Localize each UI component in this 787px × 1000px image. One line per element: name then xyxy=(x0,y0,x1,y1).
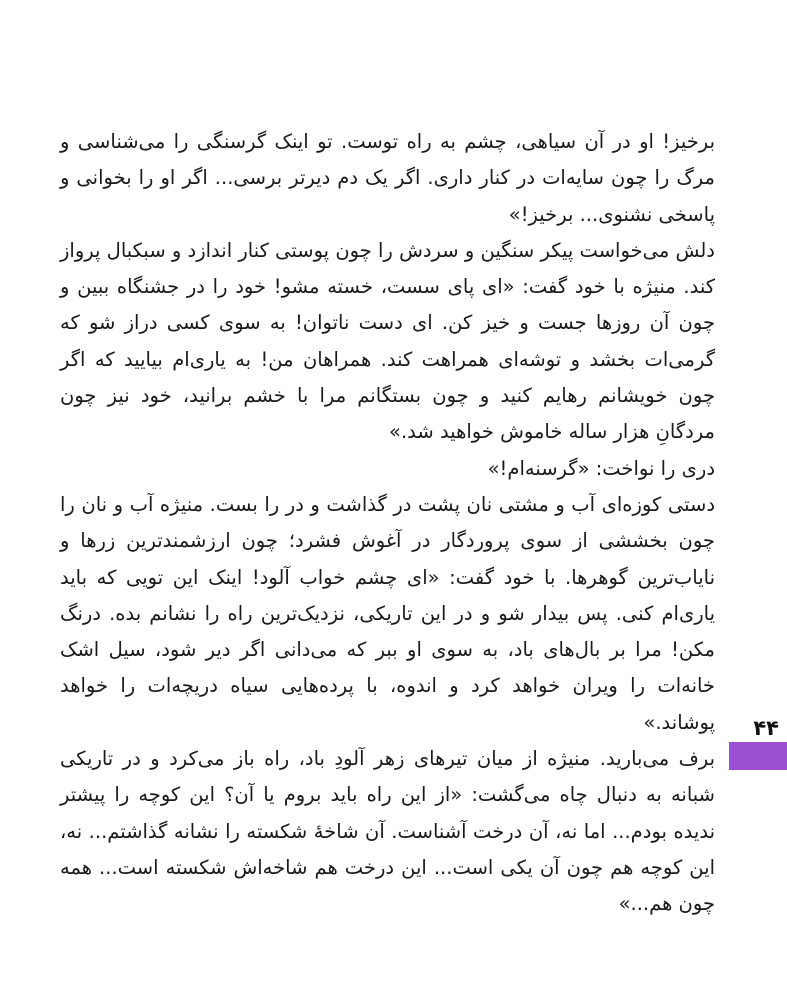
paragraph: برف می‌بارید. منیژه از میان تیرهای زهر آلودِ باد، راه باز می‌کرد و در تاریکی شبانه به دنبال چاه می‌گشت: «از این راه باید بروم یا آن؟ این کوچه را پیشتر ندیده بودم... اما نه، آن درخت آشناست. آن شاخهٔ شکسته را نشانه گذاشتم... نه، این کوچه هم چون آن یکی است... این درخت هم شاخه‌اش شکسته است... همه چون هم...» xyxy=(60,747,715,916)
paragraph: دری را نواخت: «گرسنه‌ام!» xyxy=(487,456,715,480)
page-number: ۴۴ xyxy=(753,716,779,740)
page-tab-marker xyxy=(729,742,787,770)
paragraph: دستی کوزه‌ای آب و مشتی نان پشت در گذاشت و در را بست. منیژه آب و نان را چون بخششی از سوی پروردگار در آغوش فشرد؛ چون ارزشمندترین زرها و نایاب‌ترین گوهرها. با خود گفت: «ای چشم خواب آلود! اینک این تویی که باید یاری‌ام کنی. پس بیدار شو و در این تاریکی، نزدیک‌ترین راه را نشانم بده. درنگ مکن! مرا بر بال‌های باد، به سوی او ببر که می‌دانی اگر دیر شود، سیل اشک خانه‌ات را ویران خواهد کرد و اندوه، با پرده‌هایی سیاه دریچه‌ات را خواهد پوشاند.» xyxy=(60,492,715,734)
paragraph: برخیز! او در آن سیاهی، چشم به راه توست. تو اینک گرسنگی را می‌شناسی و مرگ را چون سایه‌ات در کنار داری. اگر یک دم دیرتر برسی... اگر او را بخوانی و پاسخی نشنوی... برخیز!» xyxy=(60,130,715,226)
book-page-text xyxy=(60,124,715,923)
paragraph: دلش می‌خواست پیکر سنگین و سردش را چون پوستی کنار اندازد و سبکبال پرواز کند. منیژه با خود گفت: «ای پای سست، خسته مشو! خود را در جشنگاه ببین و چون آن روزها جست و خیز کن. ای دست ناتوان! به سوی کسی دراز شو که گرمی‌ات بخشد و توشه‌ای همراهت کند. همراهان من! به یاری‌ام بیایید که اگر چون خویشانم رهایم کنید و چون بستگانم مرا با خشم برانید، خود نیز چون مردگانِ هزار ساله خاموش خواهید شد.» xyxy=(60,238,715,444)
